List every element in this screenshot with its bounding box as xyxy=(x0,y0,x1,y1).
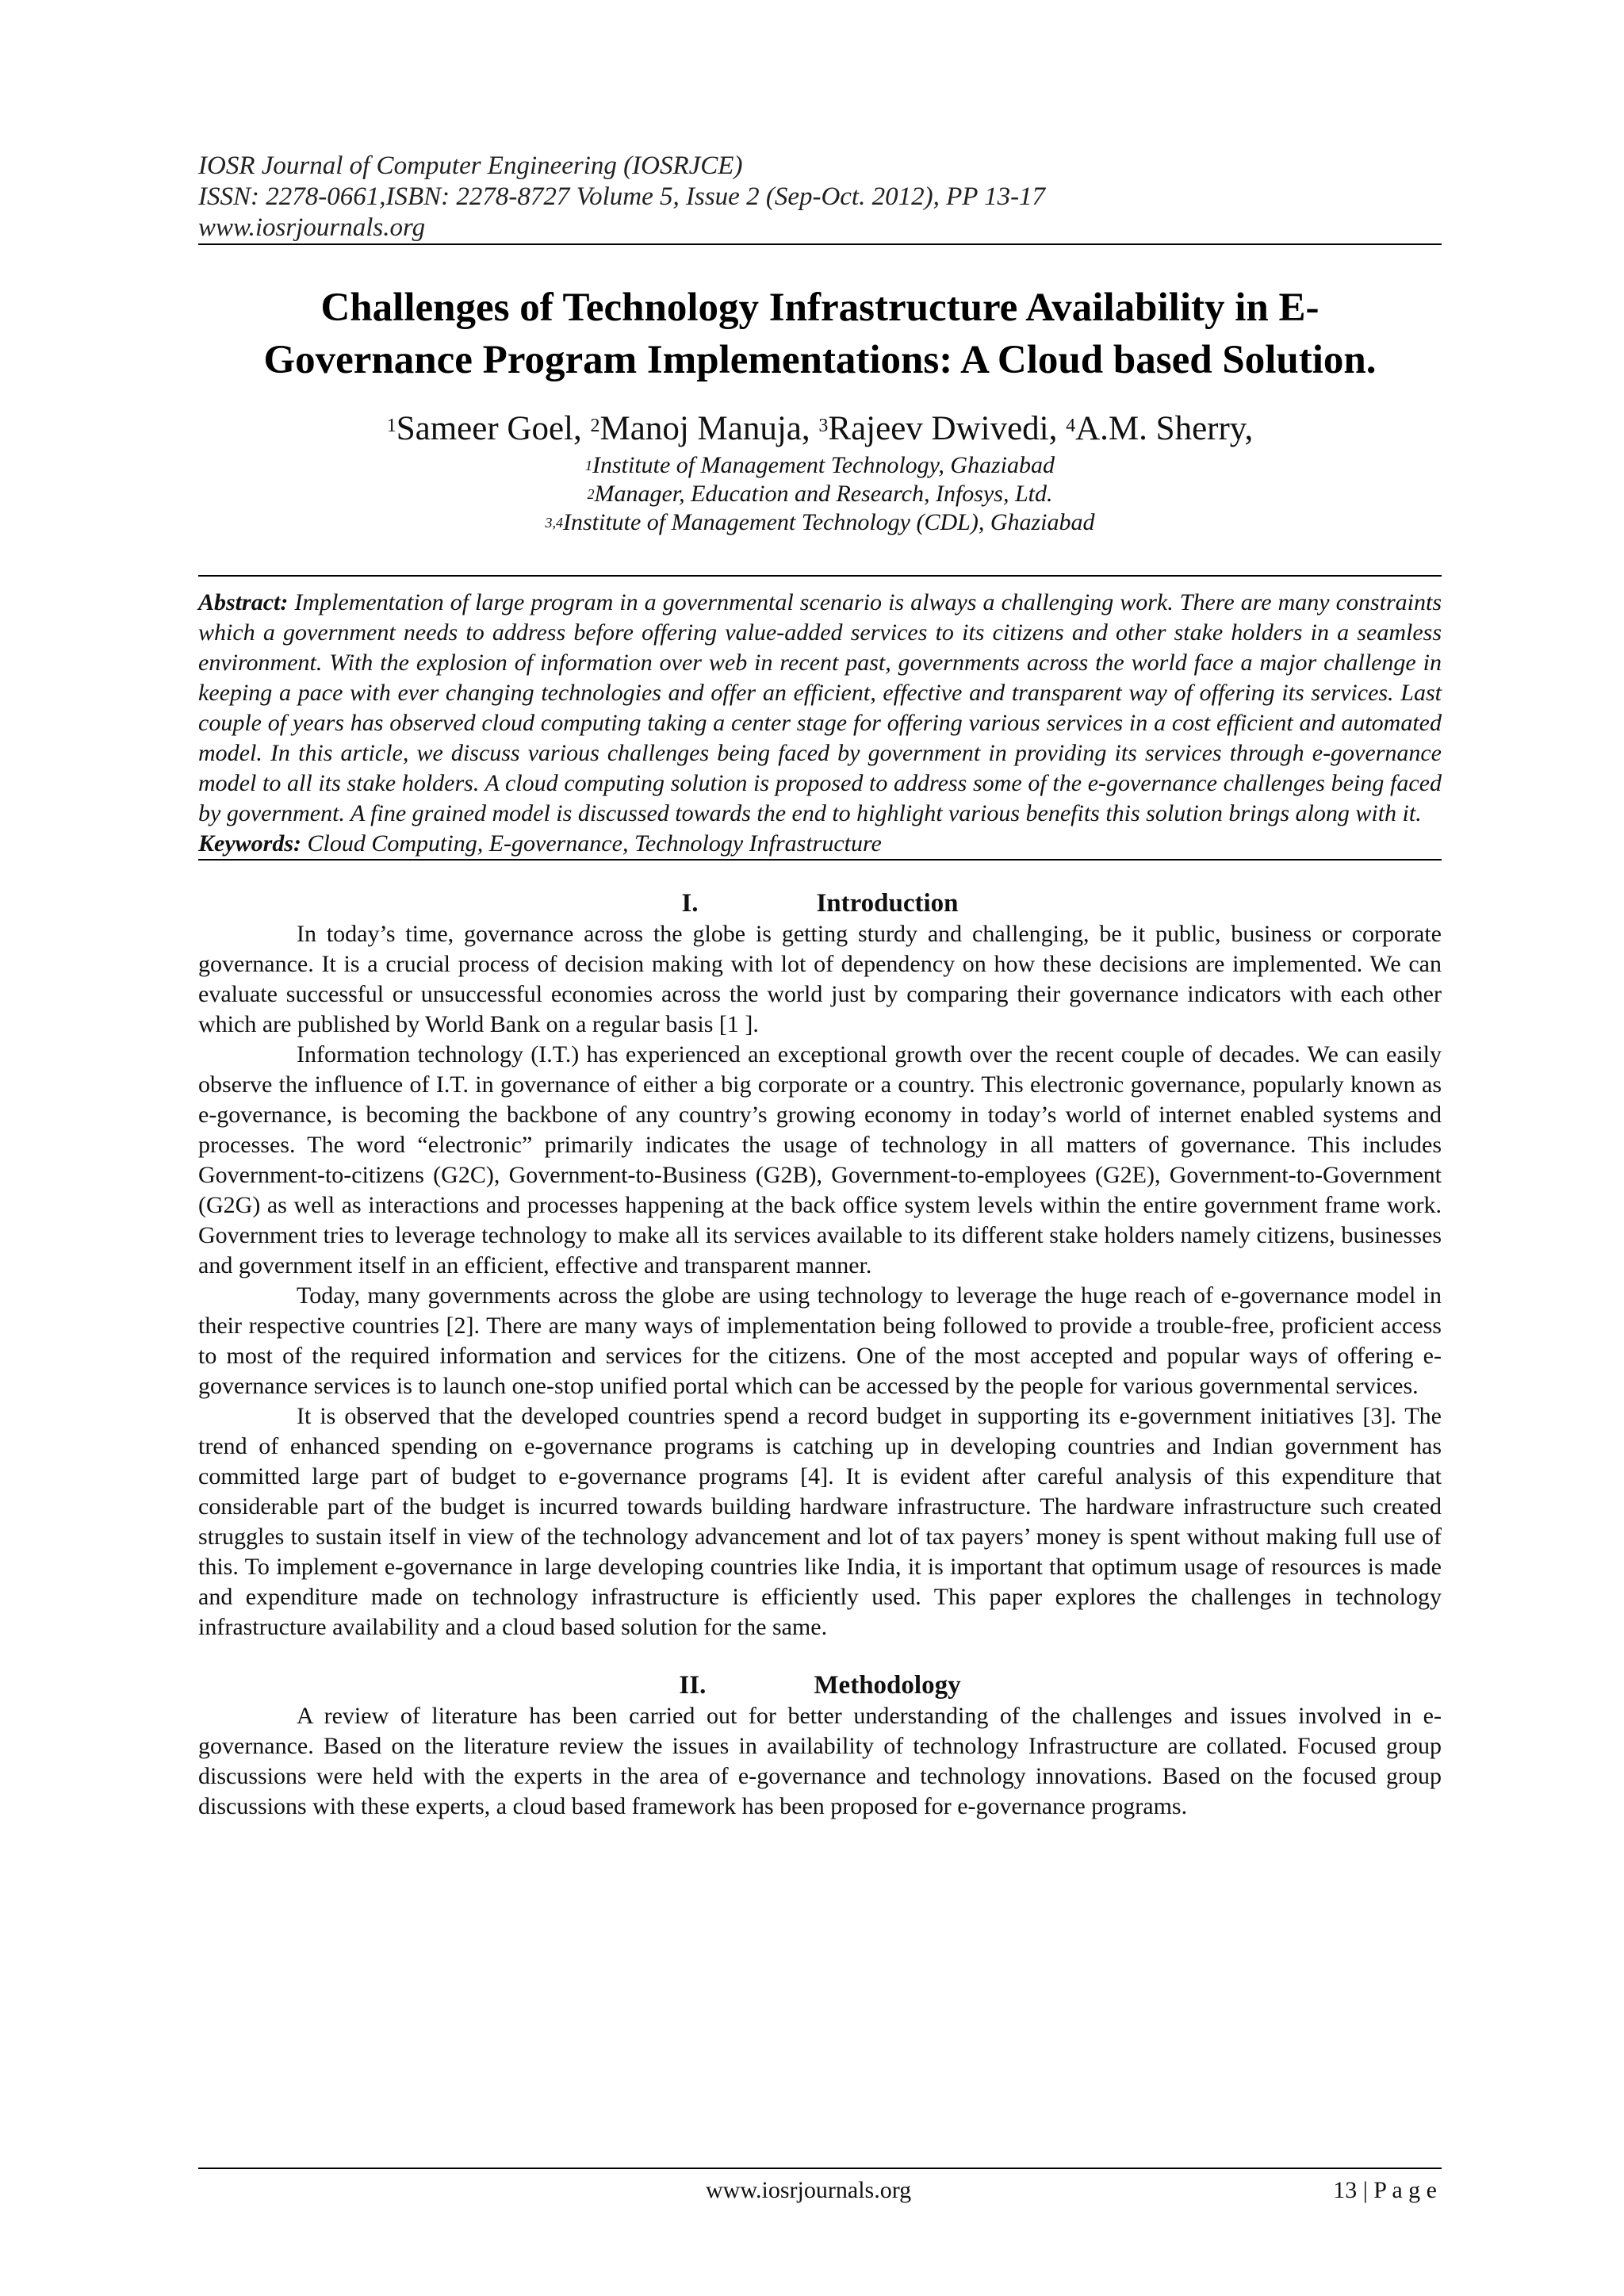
paragraph: Information technology (I.T.) has experienced an exceptional growth over the recent couple of decades. We can easily observe the influence of I.T. in governance of either a big corporate or a country. This electronic governance, popularly known as e-governance, is becoming the backbone of any country’s growing economy in today’s world of internet enabled systems and processes. The word “electronic” primarily indicates the usage of technology in all matters of governance. This includes Government-to-citizens (G2C), Government-to-Business (G2B), Government-to-employees (G2E), Government-to-Government (G2G) as well as interactions and processes happening at the back office system levels within the entire government frame work. Government tries to leverage technology to make all its services available to its different stake holders namely citizens, businesses and government itself in an efficient, effective and transparent manner. xyxy=(198,1041,1442,1278)
keywords-text: Cloud Computing, E-governance, Technology Infrastructure xyxy=(307,830,882,857)
affiliation xyxy=(198,451,1442,480)
abstract xyxy=(198,588,1442,829)
paper-page xyxy=(198,151,1442,1822)
abstract-top-rule xyxy=(198,575,1442,577)
keywords-label: Keywords: xyxy=(198,830,301,857)
author-name: Sameer Goel, xyxy=(396,410,582,447)
section-heading-methodology xyxy=(198,1669,1442,1701)
paper-title: Challenges of Technology Infrastructure Availability in E-Governance Program Implementations: A Cloud based Solution. xyxy=(263,286,1377,382)
paragraph: In today’s time, governance across the globe is getting sturdy and challenging, be it public, business or corporate governance. It is a crucial process of decision making with lot of dependency on how these decisions are implemented. We can evaluate successful or unsuccessful economies across the world just by comparing their governance indicators with each other which are published by World Bank on a regular basis [1 ]. xyxy=(198,921,1442,1037)
section-number: I. xyxy=(681,889,699,918)
footer-website: www.iosrjournals.org xyxy=(706,2177,912,2203)
section-number: II. xyxy=(679,1671,707,1700)
affiliation-text: Manager, Education and Research, Infosys, Ltd. xyxy=(594,481,1053,507)
paragraph: Today, many governments across the globe are using technology to leverage the huge reach of e-governance model in their respective countries [2]. There are many ways of implementation being followed to provide a trouble-free, proficient access to most of the required information and services for the citizens. One of the most accepted and popular ways of offering e-governance services is to launch one-stop unified portal which can be accessed by the people for various governmental services. xyxy=(198,1282,1442,1399)
affiliation-sup: 1 xyxy=(584,458,592,473)
page-footer xyxy=(198,2168,1442,2203)
section-title: Methodology xyxy=(814,1671,961,1700)
footer-rule xyxy=(198,2168,1442,2169)
affiliation xyxy=(198,480,1442,508)
author-name: Rajeev Dwivedi, xyxy=(828,410,1058,447)
affiliation-list xyxy=(198,451,1442,537)
header-rule xyxy=(198,243,1442,245)
author-sup: 1 xyxy=(386,416,396,436)
author-sup: 3 xyxy=(818,416,829,436)
journal-name: IOSR Journal of Computer Engineering (IOSRJCE) xyxy=(198,151,743,180)
affiliation-text: Institute of Management Technology, Ghaziabad xyxy=(592,452,1055,478)
keywords xyxy=(198,829,1442,859)
paragraph: It is observed that the developed countries spend a record budget in supporting its e-government initiatives [3]. The trend of enhanced spending on e-governance programs is catching up in developing countries and Indian government has committed large part of budget to e-governance programs [4]. It is evident after careful analysis of this expenditure that considerable part of the budget is incurred towards building hardware infrastructure. The hardware infrastructure such created struggles to sustain itself in view of the technology advancement and lot of tax payers’ money is spent without making full use of this. To implement e-governance in large developing countries like India, it is important that optimum usage of resources is made and expenditure made on technology infrastructure is efficiently used. This paper explores the challenges in technology infrastructure availability and a cloud based solution for the same. xyxy=(198,1403,1442,1640)
section-title: Introduction xyxy=(816,889,959,918)
section-body-methodology xyxy=(198,1701,1442,1822)
author-sup: 4 xyxy=(1066,416,1076,436)
affiliation-sup: 3,4 xyxy=(545,515,563,531)
author-name: Manoj Manuja, xyxy=(599,410,810,447)
paragraph: A review of literature has been carried out for better understanding of the challenges and issues involved in e-governance. Based on the literature review the issues in availability of technology Infrastructure are collated. Focused group discussions were held with the experts in the area of e-governance and technology innovations. Based on the focused group discussions with these experts, a cloud based framework has been proposed for e-governance programs. xyxy=(198,1703,1442,1819)
journal-issn: ISSN: 2278-0661,ISBN: 2278-8727 Volume 5, Issue 2 (Sep-Oct. 2012), PP 13-17 xyxy=(198,182,1046,211)
author-sup: 2 xyxy=(590,416,600,436)
affiliation-text: Institute of Management Technology (CDL), Ghaziabad xyxy=(562,509,1095,535)
abstract-text: Implementation of large program in a governmental scenario is always a challenging work. There are many constraints which a government needs to address before offering value-added services to its citizens and other stake holders in a seamless environment. With the explosion of information over web in recent past, governments across the world face a major challenge in keeping a pace with ever changing technologies and offer an efficient, effective and transparent way of offering its services. Last couple of years has observed cloud computing taking a center stage for offering various services in a cost efficient and automated model. In this article, we discuss various challenges being faced by government in providing its services through e-governance model to all its stake holders. A cloud computing solution is proposed to address some of the e-governance challenges being faced by government. A fine grained model is discussed towards the end to highlight various benefits this solution brings along with it. xyxy=(198,589,1442,826)
journal-header xyxy=(198,151,1442,243)
section-heading-introduction xyxy=(198,887,1442,919)
abstract-bottom-rule xyxy=(198,859,1442,861)
affiliation xyxy=(198,508,1442,537)
section-body-introduction xyxy=(198,919,1442,1642)
journal-website: www.iosrjournals.org xyxy=(198,213,426,242)
footer-page-number: 13 | P a g e xyxy=(1333,2177,1437,2203)
abstract-label: Abstract: xyxy=(198,589,289,615)
affiliation-sup: 2 xyxy=(587,486,595,502)
author-list xyxy=(198,407,1442,451)
author-name: A.M. Sherry, xyxy=(1075,410,1254,447)
